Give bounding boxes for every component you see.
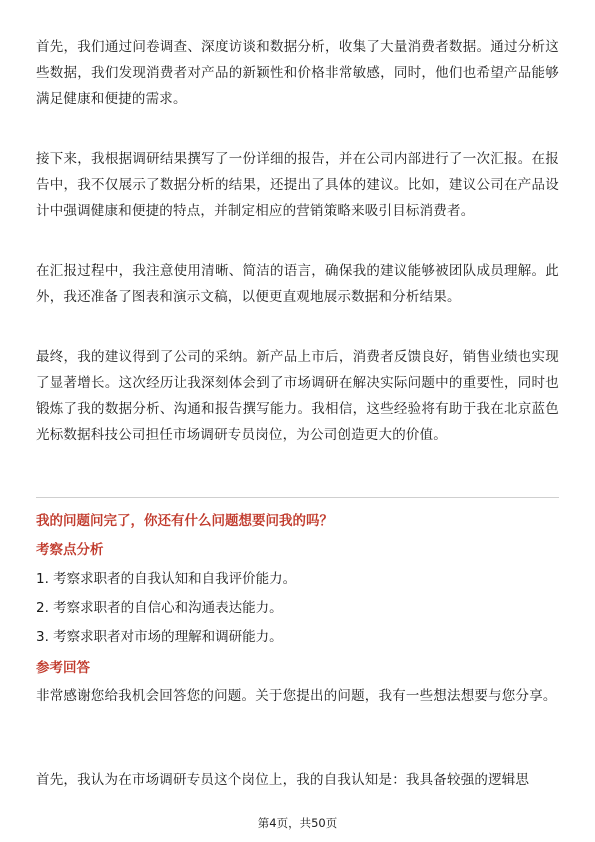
reference-answer-heading: 参考回答 (36, 660, 90, 676)
interview-question: 我的问题问完了，你还有什么问题想要问我的吗？ (36, 513, 333, 529)
list-item: 3. 考察求职者对市场的理解和调研能力。 (36, 629, 283, 645)
analysis-list (36, 565, 559, 652)
page-number: 第4页，共50页 (257, 816, 338, 830)
reference-paragraph-1: 非常感谢您给我机会回答您的问题。关于您提出的问题，我有一些想法想要与您分享。 (36, 688, 557, 704)
reference-paragraph-2: 首先，我认为在市场调研专员这个岗位上，我的自我认知是：我具备较强的逻辑思 (36, 772, 530, 788)
list-item: 2. 考察求职者的自信心和沟通表达能力。 (36, 600, 283, 616)
body-paragraph-4: 最终，我的建议得到了公司的采纳。新产品上市后，消费者反馈良好，销售业绩也实现了显著增长。这次经历让我深刻体会到了市场调研在解决实际问题中的重要性，同时也锻炼了我的数据分析、沟通和报告撰写能力。我相信，这些经验将有助于我在北京蓝色光标数据科技公司担任市场调研专员岗位，为公司创造更大的价值。 (36, 349, 559, 443)
section-divider (36, 497, 559, 498)
body-paragraph-1: 首先，我们通过问卷调查、深度访谈和数据分析，收集了大量消费者数据。通过分析这些数据，我们发现消费者对产品的新颖性和价格非常敏感，同时，他们也希望产品能够满足健康和便捷的需求。 (36, 39, 559, 107)
analysis-heading: 考察点分析 (36, 542, 104, 558)
body-paragraph-3: 在汇报过程中，我注意使用清晰、简洁的语言，确保我的建议能够被团队成员理解。此外，我还准备了图表和演示文稿，以便更直观地展示数据和分析结果。 (36, 263, 559, 305)
list-item: 1. 考察求职者的自我认知和自我评价能力。 (36, 571, 297, 587)
body-paragraph-2: 接下来，我根据调研结果撰写了一份详细的报告，并在公司内部进行了一次汇报。在报告中，我不仅展示了数据分析的结果，还提出了具体的建议。比如，建议公司在产品设计中强调健康和便捷的特点，并制定相应的营销策略来吸引目标消费者。 (36, 151, 559, 219)
